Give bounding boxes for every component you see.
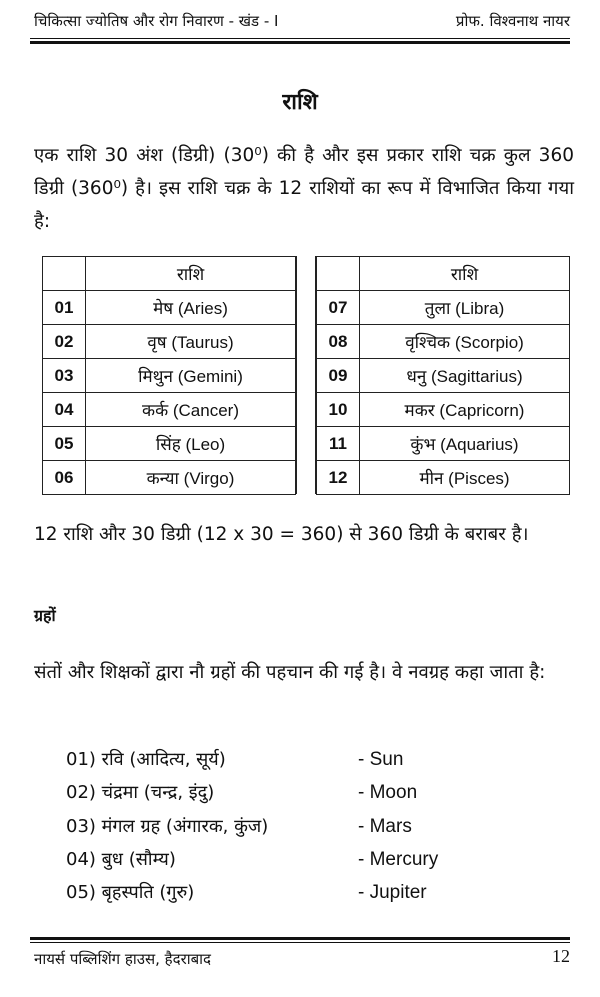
rashi-name: वृष (Taurus) (86, 325, 296, 359)
table-header-label: राशि (86, 257, 296, 291)
rashi-name: कन्या (Virgo) (86, 461, 296, 495)
summary-paragraph: 12 राशि और 30 डिग्री (12 x 30 = 360) से 360 डिग्री के बराबर है। (34, 524, 529, 545)
footer-publisher: नायर्स पब्लिशिंग हाउस, हैदराबाद (34, 950, 212, 968)
table-row (317, 359, 570, 393)
page-number: 12 (552, 946, 570, 966)
rashi-number: 12 (317, 461, 360, 495)
rashi-number: 03 (43, 359, 86, 393)
table-row (317, 291, 570, 325)
table-header-row (317, 257, 570, 291)
rashi-number: 05 (43, 427, 86, 461)
planet-english-name: - Sun (358, 749, 404, 770)
list-item (66, 811, 566, 843)
table-row (43, 427, 296, 461)
list-item (66, 744, 566, 776)
list-item (66, 877, 566, 909)
table-row (43, 461, 296, 495)
table-row (317, 325, 570, 359)
planets-intro-paragraph: संतों और शिक्षकों द्वारा नौ ग्रहों की पहचान की गई है। वे नवग्रह कहा जाता है: (34, 662, 546, 683)
rashi-name: मकर (Capricorn) (360, 393, 570, 427)
table-header-row (43, 257, 296, 291)
list-item (66, 777, 566, 809)
rashi-name: वृश्चिक (Scorpio) (360, 325, 570, 359)
rashi-table-left (42, 256, 296, 495)
header-rule-thick (30, 41, 570, 44)
rashi-number: 02 (43, 325, 86, 359)
header-author: प्रोफ. विश्वनाथ नायर (455, 12, 570, 30)
rashi-number: 01 (43, 291, 86, 325)
list-item (66, 844, 566, 876)
footer-rule-thin (30, 942, 570, 943)
rashi-number: 06 (43, 461, 86, 495)
header-book-title: चिकित्सा ज्योतिष और रोग निवारण - खंड - I (34, 12, 279, 30)
table-row (43, 291, 296, 325)
footer-rule-thick (30, 937, 570, 940)
rashi-name: मेष (Aries) (86, 291, 296, 325)
planet-hindi-name: 02) चंद्रमा (चन्द्र, इंदु) (66, 782, 215, 803)
rashi-name: कुंभ (Aquarius) (360, 427, 570, 461)
rashi-name: मीन (Pisces) (360, 461, 570, 495)
rashi-name: कर्क (Cancer) (86, 393, 296, 427)
table-row (43, 393, 296, 427)
table-row (43, 359, 296, 393)
planet-english-name: - Mercury (358, 849, 439, 870)
rashi-name: मिथुन (Gemini) (86, 359, 296, 393)
rashi-name: सिंह (Leo) (86, 427, 296, 461)
page-title: राशि (282, 90, 318, 115)
table-header-label: राशि (360, 257, 570, 291)
planet-english-name: - Moon (358, 782, 418, 803)
table-header-num (43, 257, 86, 291)
rashi-table-right (316, 256, 570, 495)
planet-hindi-name: 03) मंगल ग्रह (अंगारक, कुंज) (66, 816, 269, 837)
table-row (317, 393, 570, 427)
rashi-number: 10 (317, 393, 360, 427)
running-header (34, 8, 570, 34)
planet-english-name: - Jupiter (358, 882, 427, 903)
table-header-num (317, 257, 360, 291)
planets-heading: ग्रहों (34, 606, 56, 625)
planet-hindi-name: 05) बृहस्पति (गुरु) (66, 882, 195, 903)
table-row (317, 461, 570, 495)
rashi-number: 08 (317, 325, 360, 359)
table-separator (296, 256, 316, 494)
header-rule-thin (30, 38, 570, 39)
planet-hindi-name: 04) बुध (सौम्य) (66, 849, 176, 870)
intro-paragraph: एक राशि 30 अंश (डिग्री) (30⁰) की है और इस प्रकार राशि चक्र कुल 360 डिग्री (360⁰) है। इस राशि चक्र के 12 राशियों का रूप में विभाजित किया गया है: (34, 145, 574, 232)
rashi-number: 07 (317, 291, 360, 325)
rashi-name: तुला (Libra) (360, 291, 570, 325)
rashi-name: धनु (Sagittarius) (360, 359, 570, 393)
rashi-number: 09 (317, 359, 360, 393)
rashi-number: 11 (317, 427, 360, 461)
table-row (43, 325, 296, 359)
planet-english-name: - Mars (358, 816, 412, 837)
rashi-number: 04 (43, 393, 86, 427)
table-row (317, 427, 570, 461)
planet-hindi-name: 01) रवि (आदित्य, सूर्य) (66, 749, 226, 770)
